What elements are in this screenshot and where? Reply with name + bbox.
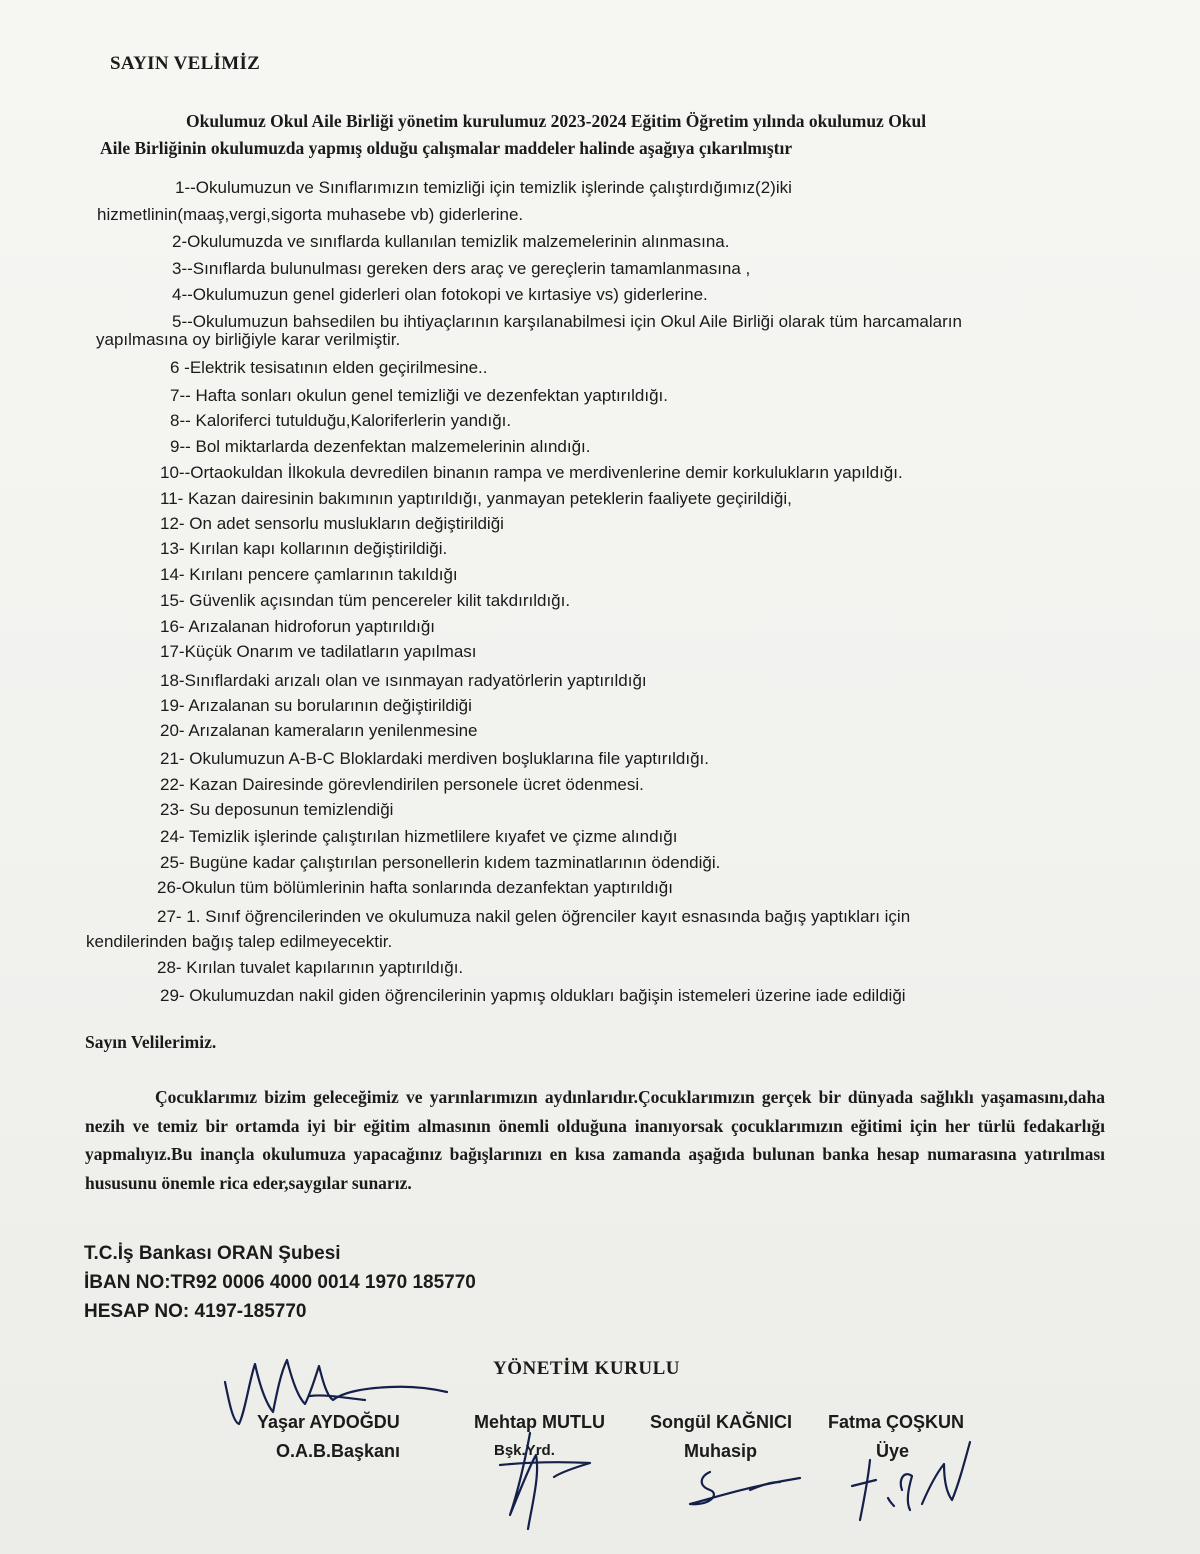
intro-paragraph — [100, 108, 1105, 162]
account-number: HESAP NO: 4197-185770 — [84, 1301, 307, 1322]
list-item: 4--Okulumuzun genel giderleri olan fotokopi ve kırtasiye vs) giderlerine. — [172, 285, 708, 304]
list-item: 27- 1. Sınıf öğrencilerinden ve okulumuza nakil gelen öğrenciler kayıt esnasında bağış yaptıkları için — [157, 907, 911, 926]
bank-name: T.C.İş Bankası ORAN Şubesi — [84, 1243, 341, 1264]
signature-2 — [470, 1425, 610, 1535]
list-item-continuation: yapılmasına oy birliğiyle karar verilmiştir. — [96, 330, 401, 349]
board-title: YÖNETİM KURULU — [493, 1358, 680, 1379]
list-item-continuation: hizmetlinin(maaş,vergi,sigorta muhasebe vb) giderlerine. — [97, 205, 524, 224]
signature-4 — [840, 1430, 990, 1525]
list-item: 8-- Kaloriferci tutulduğu,Kaloriferlerin yandığı. — [170, 411, 512, 430]
list-item: 25- Bugüne kadar çalıştırılan personellerin kıdem tazminatlarının ödendiği. — [160, 853, 721, 872]
list-item: 7-- Hafta sonları okulun genel temizliği ve dezenfektan yaptırıldığı. — [170, 386, 668, 405]
signature-3 — [680, 1460, 810, 1520]
list-item: 20- Arızalanan kameraların yenilenmesine — [160, 721, 478, 740]
signatory-role-2: Bşk.Yrd. — [494, 1442, 555, 1459]
list-item: 9-- Bol miktarlarda dezenfektan malzemelerinin alındığı. — [170, 437, 591, 456]
signatory-name-2: Mehtap MUTLU — [474, 1412, 605, 1432]
salutation-heading: SAYIN VELİMİZ — [110, 53, 261, 74]
signatory-role-3: Muhasip — [684, 1441, 758, 1461]
list-item: 12- On adet sensorlu muslukların değiştirildiği — [160, 514, 504, 533]
list-item: 1--Okulumuzun ve Sınıflarımızın temizliği için temizlik işlerinde çalıştırdığımız(2)iki — [175, 178, 792, 197]
list-item: 11- Kazan dairesinin bakımının yaptırıldığı, yanmayan peteklerin faaliyete geçirildiği, — [160, 489, 792, 508]
list-item: 29- Okulumuzdan nakil giden öğrencilerinin yapmış oldukları bağişin istemeleri üzerine iade edildiği — [160, 986, 906, 1005]
list-item-continuation: kendilerinden bağış talep edilmeyecektir. — [86, 932, 393, 951]
list-item: 14- Kırılanı pencere çamlarının takıldığı — [160, 565, 458, 584]
iban-number: İBAN NO:TR92 0006 4000 0014 1970 185770 — [84, 1272, 476, 1293]
closing-paragraph — [85, 1083, 1105, 1197]
list-item: 26-Okulun tüm bölümlerinin hafta sonlarında dezanfektan yaptırıldığı — [157, 878, 673, 897]
parents-salutation: Sayın Velilerimiz. — [85, 1032, 217, 1052]
signatory-name-3: Songül KAĞNICI — [650, 1412, 792, 1432]
intro-line-1: Okulumuz Okul Aile Birliği yönetim kurulumuz 2023-2024 Eğitim Öğretim yılında okulumuz Okul — [186, 111, 927, 131]
signatory-role-4: Üye — [876, 1441, 910, 1461]
list-item: 22- Kazan Dairesinde görevlendirilen personele ücret ödenmesi. — [160, 775, 644, 794]
list-item: 10--Ortaokuldan İlkokula devredilen binanın rampa ve merdivenlerine demir korkulukların yapıldığı. — [160, 463, 903, 482]
list-item: 21- Okulumuzun A-B-C Bloklardaki merdiven boşluklarına file yaptırıldığı. — [160, 749, 709, 768]
signature-1 — [215, 1352, 455, 1432]
closing-text: Çocuklarımız bizim geleceğimiz ve yarınlarımızın aydınlarıdır.Çocuklarımızın gerçek bir dünyada sağlıklı yaşamasını,daha nezih ve temiz bir ortamda iyi bir eğitim almasının önemli olduğuna inanıyorsak çocuklarımızın eğitimi için her türlü fedakarlığı yapmalıyız.Bu inançla okulumuza yapacağınız bağışlarınızı en kısa zamanda aşağıda bulunan banka hesap numarasına yatırılması hususunu önemle rica eder,saygılar sunarız. — [85, 1087, 1105, 1193]
list-item: 28- Kırılan tuvalet kapılarının yaptırıldığı. — [157, 958, 464, 977]
list-item: 18-Sınıflardaki arızalı olan ve ısınmayan radyatörlerin yaptırıldığı — [160, 671, 647, 690]
signatory-role-1: O.A.B.Başkanı — [276, 1441, 401, 1461]
list-item: 16- Arızalanan hidroforun yaptırıldığı — [160, 617, 435, 636]
list-item: 6 -Elektrik tesisatının elden geçirilmesine.. — [170, 358, 488, 377]
list-item: 5--Okulumuzun bahsedilen bu ihtiyaçlarının karşılanabilmesi için Okul Aile Birliği olarak tüm harcamaların — [172, 312, 962, 331]
signatory-name-1: Yaşar AYDOĞDU — [257, 1412, 400, 1432]
list-item: 17-Küçük Onarım ve tadilatların yapılması — [160, 642, 477, 661]
list-item: 15- Güvenlik açısından tüm pencereler kilit takdırıldığı. — [160, 591, 571, 610]
intro-line-2: Aile Birliğinin okulumuzda yapmış olduğu çalışmalar maddeler halinde aşağıya çıkarılmıştır — [100, 138, 793, 158]
list-item: 24- Temizlik işlerinde çalıştırılan hizmetlilere kıyafet ve çizme alındığı — [160, 827, 678, 846]
list-item: 13- Kırılan kapı kollarının değiştirildiği. — [160, 539, 448, 558]
list-item: 3--Sınıflarda bulunulması gereken ders araç ve gereçlerin tamamlanmasına , — [172, 259, 751, 278]
list-item: 19- Arızalanan su borularının değiştirildiği — [160, 696, 472, 715]
list-item: 2-Okulumuzda ve sınıflarda kullanılan temizlik malzemelerinin alınmasına. — [172, 232, 730, 251]
signatory-name-4: Fatma ÇOŞKUN — [828, 1412, 965, 1432]
list-item: 23- Su deposunun temizlendiği — [160, 800, 394, 819]
